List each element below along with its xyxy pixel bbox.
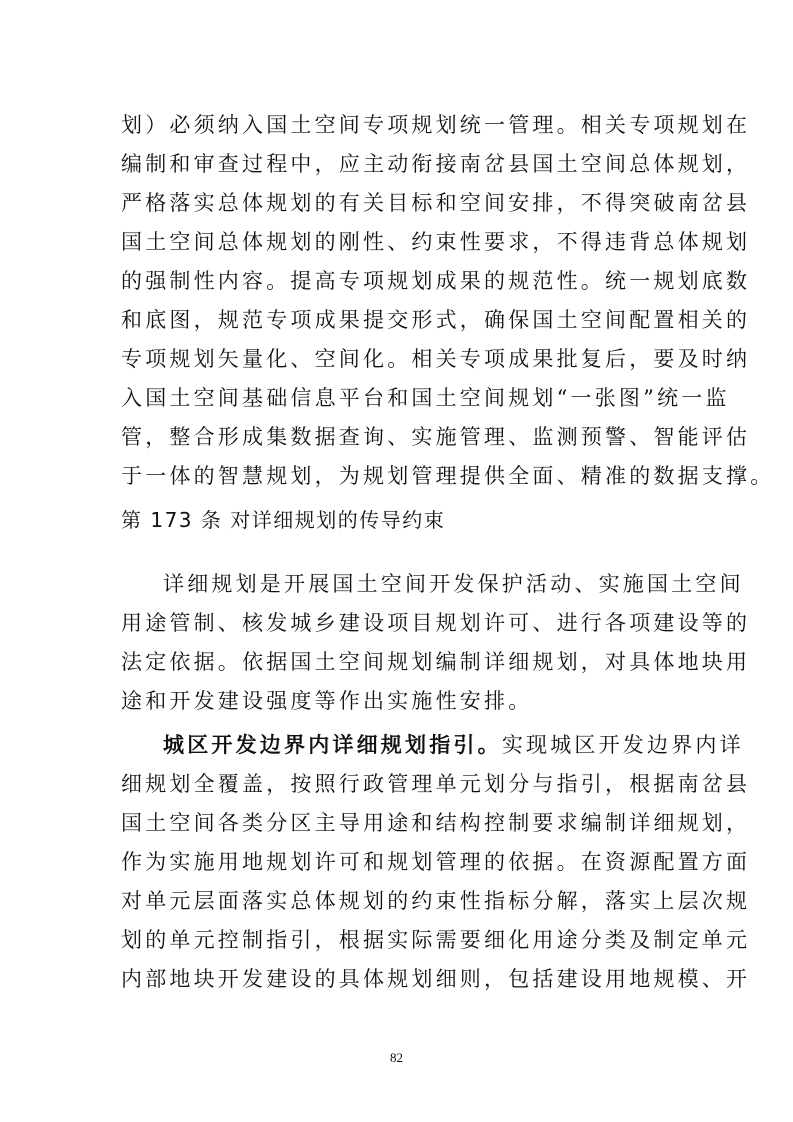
text-line: 入国土空间基础信息平台和国土空间规划“一张图”统一监 (121, 386, 730, 410)
text-line: 细规划全覆盖，按照行政管理单元划分与指引，根据南岔县 (121, 772, 751, 796)
text-line: 国土空间各类分区主导用途和结构控制要求编制详细规划， (121, 811, 751, 835)
text-line (163, 732, 744, 758)
article-heading: 第 173 条 对详细规划的传导约束 (121, 508, 446, 532)
page-number: 82 (390, 1050, 403, 1065)
text-line: 作为实施用地规划许可和规划管理的依据。在资源配置方面 (121, 850, 751, 874)
text-line: 途和开发建设强度等作出实施性安排。 (121, 689, 533, 713)
text-line: 于一体的智慧规划，为规划管理提供全面、精准的数据支撑。 (121, 464, 775, 488)
text-line: 的强制性内容。提高专项规划成果的规范性。统一规划底数 (121, 269, 751, 293)
text-line: 用途管制、核发城乡建设项目规划许可、进行各项建设等的 (121, 611, 751, 635)
text-line: 法定依据。依据国土空间规划编制详细规划，对具体地块用 (121, 650, 751, 674)
text-line: 专项规划矢量化、空间化。相关专项成果批复后，要及时纳 (121, 347, 751, 371)
text-line: 划）必须纳入国土空间专项规划统一管理。相关专项规划在 (121, 113, 751, 137)
text-line: 管，整合形成集数据查询、实施管理、监测预警、智能评估 (121, 425, 751, 449)
text-line: 严格落实总体规划的有关目标和空间安排，不得突破南岔县 (121, 191, 751, 215)
text-line: 和底图，规范专项成果提交形式，确保国土空间配置相关的 (121, 308, 751, 332)
text-line: 内部地块开发建设的具体规划细则，包括建设用地规模、开 (121, 967, 751, 991)
paragraph-lead: 城区开发边界内详细规划指引。 (163, 732, 502, 757)
text-line: 国土空间总体规划的刚性、约束性要求，不得违背总体规划 (121, 230, 751, 254)
paragraph-lead-rest: 实现城区开发边界内详 (501, 733, 744, 757)
text-line: 对单元层面落实总体规划的约束性指标分解，落实上层次规 (121, 889, 751, 913)
text-line: 划的单元控制指引，根据实际需要细化用途分类及制定单元 (121, 928, 751, 952)
text-line: 详细规划是开展国土空间开发保护活动、实施国土空间 (163, 572, 744, 596)
text-line: 编制和审查过程中，应主动衔接南岔县国土空间总体规划， (121, 152, 751, 176)
